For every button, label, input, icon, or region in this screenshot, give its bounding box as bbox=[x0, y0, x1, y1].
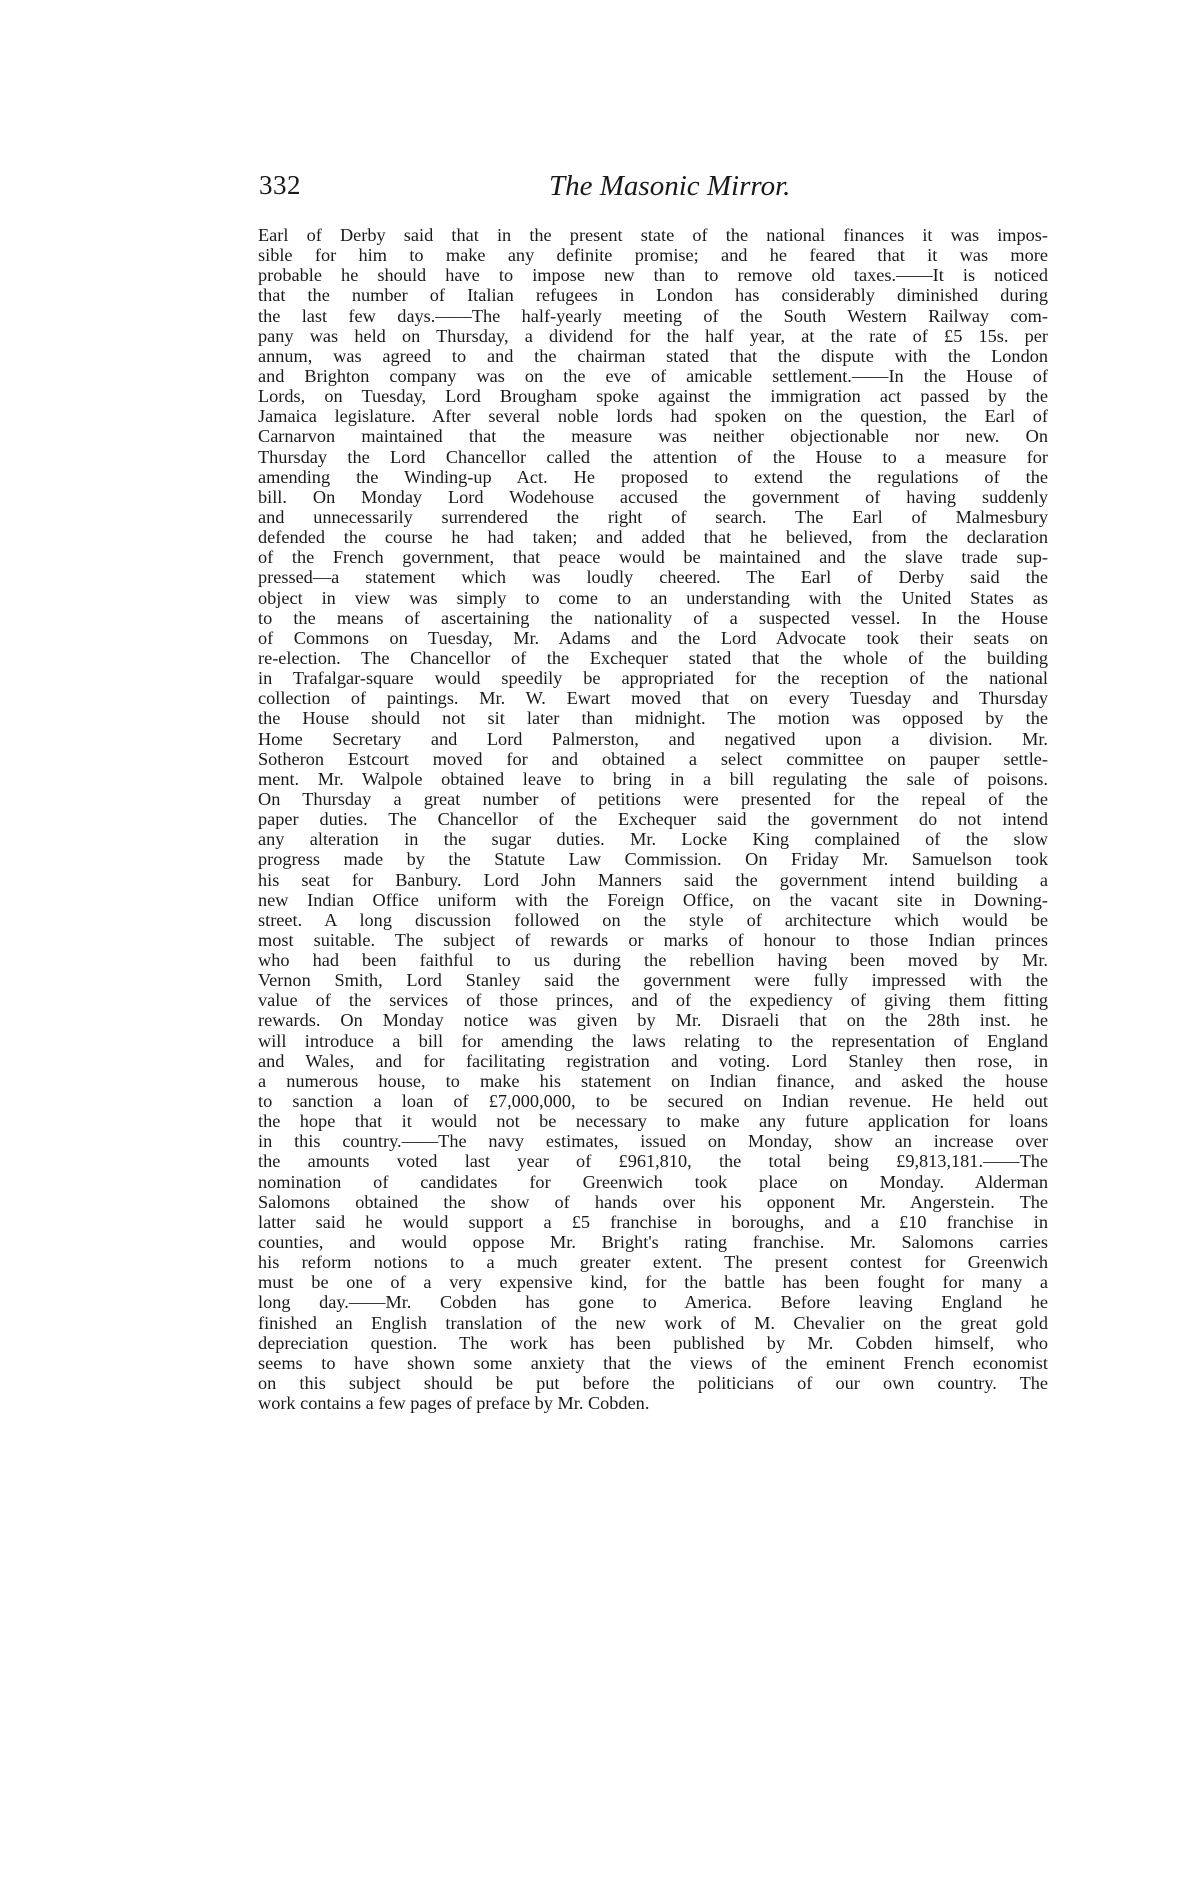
text-line: to the means of ascertaining the nationality of a suspected vessel. In the House bbox=[258, 607, 1048, 628]
text-line: in this country.——The navy estimates, issued on Monday, show an increase over bbox=[258, 1131, 1048, 1152]
text-line: Sotheron Estcourt moved for and obtained a select committee on pauper settle- bbox=[258, 748, 1048, 769]
text-line: seems to have shown some anxiety that the views of the eminent French economist bbox=[258, 1352, 1048, 1373]
text-line: his reform notions to a much greater extent. The present contest for Greenwich bbox=[258, 1252, 1048, 1273]
text-line: depreciation question. The work has been published by Mr. Cobden himself, who bbox=[258, 1332, 1048, 1353]
text-line: progress made by the Statute Law Commission. On Friday Mr. Samuelson took bbox=[258, 849, 1048, 870]
text-line: new Indian Office uniform with the Foreign Office, on the vacant site in Downing- bbox=[258, 889, 1048, 910]
text-line: defended the course he had taken; and added that he believed, from the declaration bbox=[258, 527, 1048, 548]
text-line: ment. Mr. Walpole obtained leave to bring in a bill regulating the sale of poisons. bbox=[258, 768, 1048, 789]
text-line: Home Secretary and Lord Palmerston, and negatived upon a division. Mr. bbox=[258, 728, 1048, 749]
text-line: annum, was agreed to and the chairman stated that the dispute with the London bbox=[258, 345, 1048, 366]
text-line: most suitable. The subject of rewards or marks of honour to those Indian princes bbox=[258, 929, 1048, 950]
text-line: Earl of Derby said that in the present state of the national finances it was impos- bbox=[258, 225, 1048, 245]
text-line: Lords, on Tuesday, Lord Brougham spoke against the immigration act passed by the bbox=[258, 386, 1048, 407]
text-line: in Trafalgar-square would speedily be appropriated for the reception of the national bbox=[258, 668, 1048, 689]
text-line: amending the Winding-up Act. He proposed to extend the regulations of the bbox=[258, 466, 1048, 487]
text-line: paper duties. The Chancellor of the Exchequer said the government do not intend bbox=[258, 809, 1048, 830]
text-line: value of the services of those princes, and of the expediency of giving them fitting bbox=[258, 990, 1048, 1011]
text-line: Thursday the Lord Chancellor called the attention of the House to a measure for bbox=[258, 446, 1048, 467]
running-title: The Masonic Mirror. bbox=[549, 170, 791, 202]
text-line: work contains a few pages of preface by Mr. Cobden. bbox=[258, 1393, 650, 1414]
text-line: Carnarvon maintained that the measure was neither objectionable nor new. On bbox=[258, 426, 1048, 447]
text-line: rewards. On Monday notice was given by Mr. Disraeli that on the 28th inst. he bbox=[258, 1010, 1048, 1031]
text-line: counties, and would oppose Mr. Bright's rating franchise. Mr. Salomons carries bbox=[258, 1232, 1048, 1253]
text-line: must be one of a very expensive kind, for the battle has been fought for many a bbox=[258, 1272, 1048, 1293]
text-line: to sanction a loan of £7,000,000, to be secured on Indian revenue. He held out bbox=[258, 1091, 1048, 1112]
text-line: long day.——Mr. Cobden has gone to America. Before leaving England he bbox=[258, 1292, 1048, 1313]
text-line: probable he should have to impose new than to remove old taxes.——It is noticed bbox=[258, 265, 1048, 286]
text-line: bill. On Monday Lord Wodehouse accused the government of having suddenly bbox=[258, 486, 1048, 507]
text-line: will introduce a bill for amending the laws relating to the representation of England bbox=[258, 1030, 1048, 1051]
text-line: and Brighton company was on the eve of amicable settlement.——In the House of bbox=[258, 365, 1048, 386]
text-line: latter said he would support a £5 franchise in boroughs, and a £10 franchise in bbox=[258, 1211, 1048, 1232]
text-line: and Wales, and for facilitating registration and voting. Lord Stanley then rose, in bbox=[258, 1050, 1048, 1071]
text-line: that the number of Italian refugees in London has considerably diminished during bbox=[258, 285, 1048, 306]
text-line: pany was held on Thursday, a dividend for the half year, at the rate of £5 15s. per bbox=[258, 325, 1048, 346]
text-line: the amounts voted last year of £961,810, the total being £9,813,181.——The bbox=[258, 1151, 1048, 1172]
text-line: a numerous house, to make his statement on Indian finance, and asked the house bbox=[258, 1070, 1048, 1091]
text-line: and unnecessarily surrendered the right of search. The Earl of Malmesbury bbox=[258, 506, 1048, 527]
text-line: nomination of candidates for Greenwich took place on Monday. Alderman bbox=[258, 1171, 1048, 1192]
page-number: 332 bbox=[259, 170, 301, 200]
text-line: his seat for Banbury. Lord John Manners said the government intend building a bbox=[258, 869, 1048, 890]
text-line: the hope that it would not be necessary to make any future application for loans bbox=[258, 1111, 1048, 1132]
article-body bbox=[258, 225, 1048, 1413]
text-line: of Commons on Tuesday, Mr. Adams and the Lord Advocate took their seats on bbox=[258, 627, 1048, 648]
text-line: object in view was simply to come to an understanding with the United States as bbox=[258, 587, 1048, 608]
text-line: any alteration in the sugar duties. Mr. Locke King complained of the slow bbox=[258, 829, 1048, 850]
text-line: re-election. The Chancellor of the Exchequer stated that the whole of the building bbox=[258, 647, 1048, 668]
text-line: street. A long discussion followed on the style of architecture which would be bbox=[258, 909, 1048, 930]
text-line: the House should not sit later than midnight. The motion was opposed by the bbox=[258, 708, 1048, 729]
text-line: sible for him to make any definite promise; and he feared that it was more bbox=[258, 245, 1048, 266]
text-line: of the French government, that peace would be maintained and the slave trade sup- bbox=[258, 547, 1048, 568]
text-line: Salomons obtained the show of hands over his opponent Mr. Angerstein. The bbox=[258, 1191, 1048, 1212]
text-line: Jamaica legislature. After several noble lords had spoken on the question, the Earl of bbox=[258, 406, 1048, 427]
text-line: the last few days.——The half-yearly meeting of the South Western Railway com- bbox=[258, 305, 1048, 326]
text-line: On Thursday a great number of petitions were presented for the repeal of the bbox=[258, 788, 1048, 809]
text-line: who had been faithful to us during the rebellion having been moved by Mr. bbox=[258, 950, 1048, 971]
text-line: on this subject should be put before the politicians of our own country. The bbox=[258, 1373, 1048, 1394]
text-line: pressed—a statement which was loudly cheered. The Earl of Derby said the bbox=[258, 567, 1048, 588]
text-line: finished an English translation of the new work of M. Chevalier on the great gold bbox=[258, 1312, 1048, 1333]
text-line: collection of paintings. Mr. W. Ewart moved that on every Tuesday and Thursday bbox=[258, 688, 1048, 709]
text-line: Vernon Smith, Lord Stanley said the government were fully impressed with the bbox=[258, 970, 1048, 991]
page-header bbox=[259, 170, 1049, 210]
